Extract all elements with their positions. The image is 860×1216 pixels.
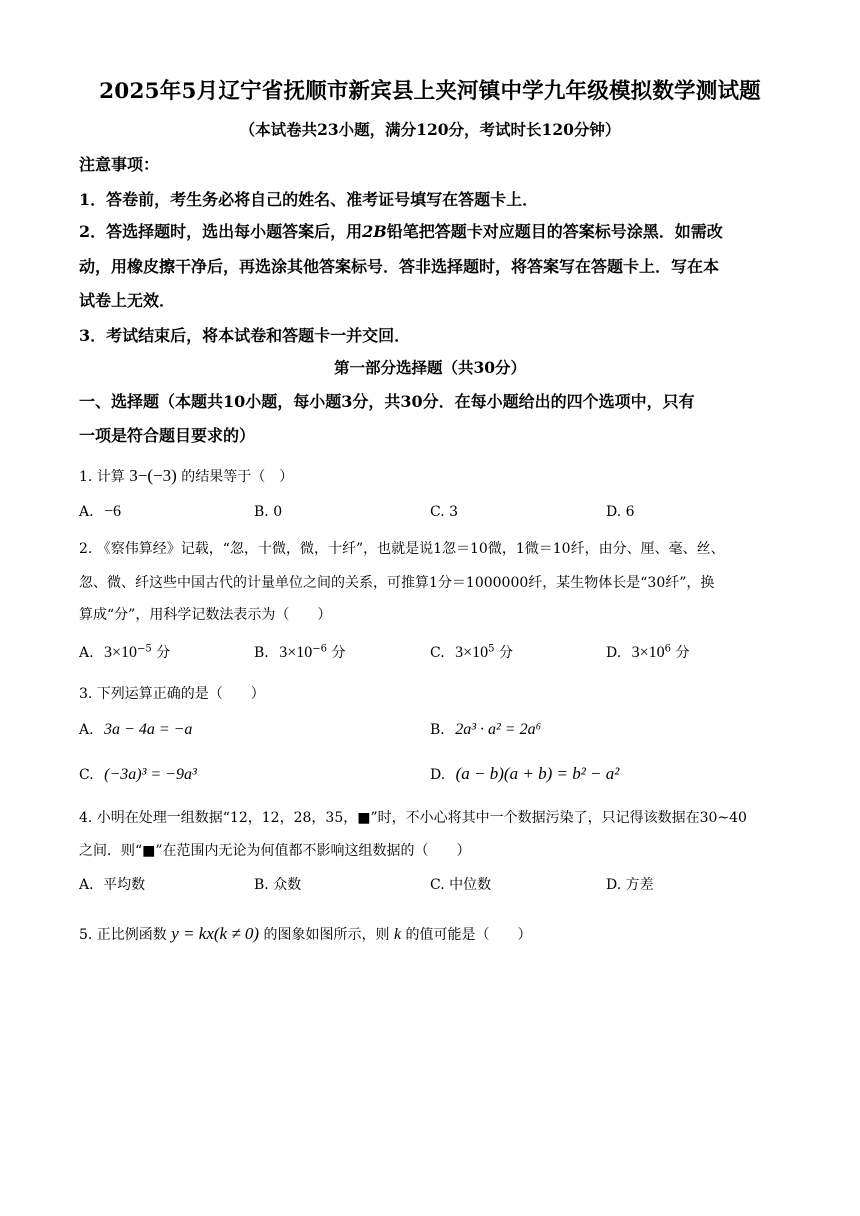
q1-option-a-value: −6 bbox=[104, 503, 122, 520]
q2-option-c-unit: 分 bbox=[498, 645, 513, 661]
q1-expression: 3−(−3) bbox=[129, 466, 177, 485]
q2-option-b-unit: 分 bbox=[331, 645, 346, 661]
q3-option-b-label: B. bbox=[430, 722, 445, 738]
q2-option-a-base: 3×10 bbox=[104, 644, 138, 661]
q2-option-c-exponent: 5 bbox=[488, 643, 495, 655]
q2-option-c-base: 3×10 bbox=[455, 644, 489, 661]
q2-option-b-exponent: −6 bbox=[312, 643, 327, 655]
q4-line-2: 之间．则“■”在范围内无论为何值都不影响这组数据的（ ） bbox=[79, 843, 471, 859]
q2-option-a bbox=[79, 642, 170, 662]
q2-option-b bbox=[254, 642, 345, 662]
notice-item-2-pre: 2．答选择题时，选出每小题答案后，用 bbox=[79, 222, 363, 241]
q2-option-d-exponent: 6 bbox=[664, 643, 672, 655]
q2-option-c bbox=[430, 642, 513, 662]
q1-option-c: C. 3 bbox=[430, 504, 459, 520]
q1-option-a bbox=[79, 503, 121, 521]
q1-option-b: B. 0 bbox=[254, 504, 283, 520]
q1-option-a-label: A. bbox=[79, 504, 94, 520]
q2-option-a-unit: 分 bbox=[156, 645, 171, 661]
q4-option-a-label: A bbox=[79, 877, 90, 893]
q3-option-a bbox=[79, 721, 192, 739]
notice-item-2-post: 铅笔把答题卡对应题目的答案标号涂黑．如需改 bbox=[386, 222, 723, 241]
notice-item-1: 1．答卷前，考生务必将自己的姓名、准考证号填写在答题卡上． bbox=[79, 190, 539, 209]
q1-option-d: D. 6 bbox=[606, 504, 635, 520]
section1-line-1: 一、选择题（本题共10小题，每小题3分，共30分．在每小题给出的四个选项中，只有 bbox=[79, 392, 695, 411]
q2-option-d-unit: 分 bbox=[675, 645, 690, 661]
q2-option-b-label: B. bbox=[254, 645, 269, 661]
q4-option-d: D. 方差 bbox=[606, 877, 654, 893]
section1-line-2: 一项是符合题目要求的） bbox=[79, 426, 256, 445]
q2-line-1: 2. 《察伟算经》记载，“忽，十微，微，十纤”，也就是说1忽＝10微，1微＝10纤，由分、厘、毫、丝、 bbox=[79, 541, 725, 557]
q3-option-b bbox=[430, 721, 541, 739]
q2-line-2: 忽、微、纤这些中国古代的计量单位之间的关系，可推算1分＝1000000纤，某生物体长是“30纤”，换 bbox=[79, 575, 715, 591]
q3-option-d-label: D. bbox=[430, 767, 446, 783]
q3-option-a-expression: 3a − 4a = −a bbox=[104, 721, 193, 738]
q5-stem-post: 的值可能是（ ） bbox=[405, 927, 532, 943]
q2-option-a-exponent: −5 bbox=[137, 643, 152, 655]
notice-heading: 注意事项： bbox=[79, 155, 160, 174]
question-5 bbox=[79, 924, 532, 944]
q2-option-d bbox=[606, 642, 690, 662]
exam-info: （本试卷共23小题，满分120分，考试时长120分钟） bbox=[239, 120, 621, 139]
q5-stem-mid: 的图象如图所示，则 bbox=[263, 927, 390, 943]
notice-item-2 bbox=[79, 219, 723, 242]
q2-line-3: 算成“分”，用科学记数法表示为（ ） bbox=[79, 607, 332, 623]
q2-option-c-label: C. bbox=[430, 645, 445, 661]
q3-option-d-expression: (a − b)(a + b) = b² − a² bbox=[455, 764, 620, 783]
q2-option-b-base: 3×10 bbox=[279, 644, 313, 661]
q3-option-c-expression: (−3a)³ = −9a³ bbox=[104, 766, 197, 783]
q2-option-d-label: D. bbox=[606, 645, 622, 661]
q3-option-d bbox=[430, 764, 619, 784]
q4-option-a-dot: ． bbox=[89, 877, 104, 893]
q3-option-c-label: C. bbox=[79, 767, 94, 783]
q4-option-b: B. 众数 bbox=[254, 877, 302, 893]
page-title: 2025年5月辽宁省抚顺市新宾县上夹河镇中学九年级模拟数学测试题 bbox=[99, 79, 761, 104]
q2-option-a-label: A. bbox=[79, 645, 94, 661]
q4-option-c: C. 中位数 bbox=[430, 877, 492, 893]
q1-stem-pre: 1. 计算 bbox=[79, 469, 125, 485]
q5-expression: y = kx(k ≠ 0) bbox=[171, 924, 260, 943]
notice-item-3: 3．考试结束后，将本试卷和答题卡一并交回． bbox=[79, 326, 411, 345]
q5-k-symbol: k bbox=[393, 926, 402, 943]
q3-option-c bbox=[79, 766, 197, 784]
q4-option-a bbox=[79, 874, 145, 894]
part1-heading: 第一部分选择题（共30分） bbox=[333, 358, 527, 377]
q5-stem-pre: 5. 正比例函数 bbox=[79, 927, 167, 943]
q2-option-d-base: 3×10 bbox=[631, 644, 665, 661]
notice-item-2-pencil: 2B bbox=[362, 222, 387, 241]
q3-option-b-expression: 2a³ · a² = 2a⁶ bbox=[455, 721, 542, 738]
notice-item-2-line-3: 试卷上无效． bbox=[79, 291, 176, 310]
q3-option-a-label: A. bbox=[79, 722, 94, 738]
question-1 bbox=[79, 466, 293, 486]
q4-line-1: 4. 小明在处理一组数据“12，12，28，35，■”时，不小心将其中一个数据污染了，只记得该数据在30~40 bbox=[79, 810, 747, 826]
q4-option-a-text: 平均数 bbox=[103, 877, 146, 893]
q3-stem: 3. 下列运算正确的是（ ） bbox=[79, 686, 265, 702]
q1-stem-post: 的结果等于（ ） bbox=[181, 469, 294, 485]
notice-item-2-line-2: 动，用橡皮擦干净后，再选涂其他答案标号．答非选择题时，将答案写在答题卡上．写在本 bbox=[79, 257, 720, 276]
